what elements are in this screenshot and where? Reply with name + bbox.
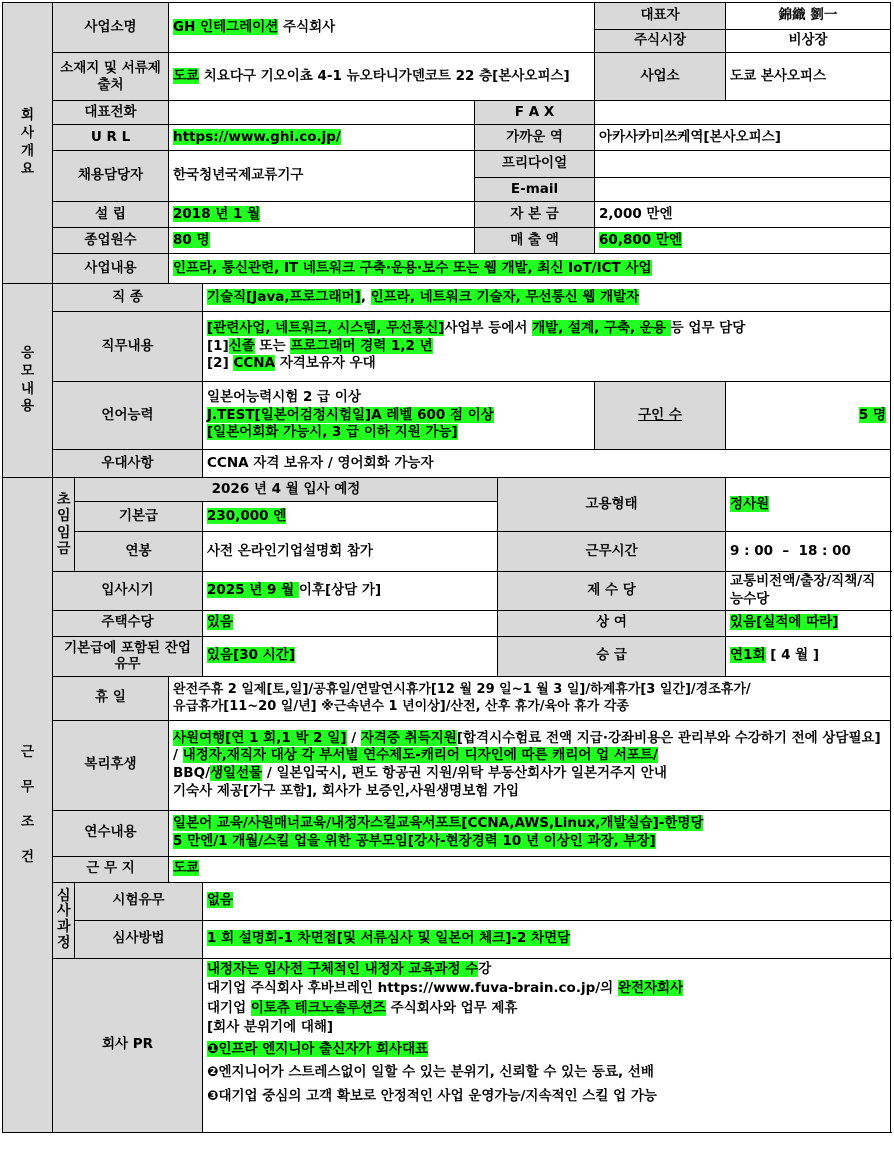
market-label: 주식시장 <box>595 30 726 53</box>
housing-label: 주택수당 <box>53 610 203 636</box>
bonus-value: 있음[실적에 따라] <box>726 610 891 636</box>
address-label: 소재지 및 서류제출처 <box>53 53 169 101</box>
language-label: 언어능력 <box>53 382 203 450</box>
station-value: 아카사카미쓰케역[본사오피스] <box>595 125 891 151</box>
preference-value: CCNA 자격 보유자 / 영어회화 가능자 <box>203 450 891 478</box>
market-value: 비상장 <box>726 30 891 53</box>
holiday-label: 휴 일 <box>53 676 169 720</box>
language-value: 일본어능력시험 2 급 이상 J.TEST[일본어검정시험일]A 레벨 600 점 이상 [일본어회화 가능시, 3 급 이하 지원 가능] <box>203 382 595 450</box>
allowance-value: 교통비전액/출장/직책/직능수당 <box>726 572 891 611</box>
office-value: 도쿄 본사오피스 <box>726 53 891 101</box>
freedial-value <box>595 151 891 178</box>
fax-value <box>595 101 891 125</box>
training-label: 연수내용 <box>53 810 169 856</box>
base-pay-value: 230,000 엔 <box>203 502 498 532</box>
employment-label: 고용형태 <box>498 478 726 532</box>
url-label: U R L <box>53 125 169 151</box>
allowance-label: 제 수 당 <box>498 572 726 611</box>
job-label: 직 종 <box>53 284 203 312</box>
training-value: 일본어 교육/사원매너교육/내정자스킬교육서포트[CCNA,AWS,Linux,개발실습]-한명당 5 만엔/1 개월/스킬 업을 위한 공부모임[강사-현장경력 10 년 이상인 과장, 부장] <box>169 810 891 856</box>
pr-value: 내정자는 입사전 구체적인 내정자 교육과정 수강 대기업 주식회사 후바브레인 https://www.fuva-brain.co.jp/의 완전자회사 대기업 이토츄 테크노솔루션즈 주식회사와 업무 제휴 [회사 분위기에 대해] ❶인프라 엔지니아 출신자가 회사대표 ❷엔지니어가 스트레스없이 일할 수 있는 분위기, 신뢰할 수 있는 동료, 선배 ❸대기업 중심의 고객 확보로 안정적인 사업 운영가능/지속적인 스킬 업 가능 <box>203 958 891 1132</box>
contact-label: 채용담당자 <box>53 151 169 202</box>
staff-label: 종업원수 <box>53 228 169 254</box>
test-value: 없음 <box>203 882 891 920</box>
raise-label: 승 급 <box>498 636 726 676</box>
tel-label: 대표전화 <box>53 101 169 125</box>
overtime-label: 기본급에 포함된 잔업 유무 <box>53 636 203 676</box>
housing-value: 있음 <box>203 610 498 636</box>
headcount-label: 구인 수 <box>595 382 726 450</box>
company-name-label: 사업소명 <box>53 3 169 53</box>
headcount-value: 5 명 <box>726 382 891 450</box>
annual-value: 사전 온라인기업설명회 참가 <box>203 532 498 572</box>
start-date: 2026 년 4 월 입사 예정 <box>75 478 498 502</box>
preference-label: 우대사항 <box>53 450 203 478</box>
staff-value: 80 명 <box>169 228 475 254</box>
section-work: 근 무 조 건 <box>3 478 53 1133</box>
job-offer-table <box>2 2 891 1133</box>
section-company: 회 사 개 요 <box>3 3 53 284</box>
duty-label: 직무내용 <box>53 312 203 382</box>
url-value[interactable]: https://www.ghi.co.jp/ <box>169 125 475 151</box>
fax-label: F A X <box>475 101 595 125</box>
tel-value <box>169 101 475 125</box>
employment-value: 정사원 <box>726 478 891 532</box>
section-exam: 심 사 과 정 <box>53 882 75 958</box>
business-label: 사업내용 <box>53 254 169 284</box>
raise-value: 연1회 [ 4 월 ] <box>726 636 891 676</box>
annual-label: 연봉 <box>75 532 203 572</box>
welfare-label: 복리후생 <box>53 720 169 810</box>
rep-value: 錦織 劉一 <box>726 3 891 30</box>
hours-value: 9 : 00 – 18 : 00 <box>726 532 891 572</box>
bonus-label: 상 여 <box>498 610 726 636</box>
contact-value: 한국청년국제교류기구 <box>169 151 475 202</box>
sales-value: 60,800 만엔 <box>595 228 891 254</box>
company-name: GH 인테그레이션 주식회사 <box>169 3 595 53</box>
pr-label: 회사 PR <box>53 958 203 1132</box>
holiday-value: 완전주휴 2 일제[토,일]/공휴일/연말연시휴가[12 월 29 일~1 월 3 일]/하계휴가[3 일간]/경조휴가/ 유급휴가[11~20 일/년] ※근속년수 1 년이상]/산전, 산후 휴가/육아 휴가 각종 <box>169 676 891 720</box>
section-apply: 응 모 내 용 <box>3 284 53 478</box>
base-pay-label: 기본급 <box>75 502 203 532</box>
office-label: 사업소 <box>595 53 726 101</box>
freedial-label: 프리다이얼 <box>475 151 595 178</box>
station-label: 가까운 역 <box>475 125 595 151</box>
starting-pay-label: 초 임 임 금 <box>53 478 75 572</box>
job-value: 기술직[Java,프로그래머], 인프라, 네트워크 기술자, 무선통신 웹 개발자 <box>203 284 891 312</box>
duty-value: [관련사업, 네트워크, 시스템, 무선통신]사업부 등에서 개발, 설계, 구축, 운용 등 업무 담당 [1]신졸 또는 프로그래머 경력 1,2 년 [2] CCNA 자격보유자 우대 <box>203 312 891 382</box>
rep-label: 대표자 <box>595 3 726 30</box>
overtime-value: 있음[30 시간] <box>203 636 498 676</box>
email-label: E-mail <box>475 178 595 202</box>
business-value: 인프라, 통신관련, IT 네트워크 구축·운용·보수 또는 웹 개발, 최신 IoT/ICT 사업 <box>169 254 891 284</box>
welfare-value: 사원여행[연 1 회,1 박 2 일] / 자격증 취득지원[합격시수험료 전액 지급·강좌비용은 관리부와 수강하기 전에 상담필요] / 내정자,재직자 대상 각 부서별 연수제도-캐리어 디자인에 따른 캐리어 업 서포트/ BBQ/생일선물 / 일본입국시, 편도 항공권 지원/위탁 부동산회사가 일본거주지 안내 기숙사 제공[가구 포함], 회사가 보증인,사원생명보험 가입 <box>169 720 891 810</box>
workplace-value: 도쿄 <box>169 856 891 882</box>
join-value: 2025 년 9 월 이후[상담 가] <box>203 572 498 611</box>
hours-label: 근무시간 <box>498 532 726 572</box>
method-label: 심사방법 <box>75 920 203 958</box>
established-value: 2018 년 1 월 <box>169 202 475 228</box>
email-value <box>595 178 891 202</box>
capital-label: 자 본 금 <box>475 202 595 228</box>
sales-label: 매 출 액 <box>475 228 595 254</box>
capital-value: 2,000 만엔 <box>595 202 891 228</box>
method-value: 1 회 설명회-1 차면접[및 서류심사 및 일본어 체크]-2 차면담 <box>203 920 891 958</box>
test-label: 시험유무 <box>75 882 203 920</box>
workplace-label: 근 무 지 <box>53 856 169 882</box>
join-label: 입사시기 <box>53 572 203 611</box>
address-value: 도쿄 치요다구 기오이쵸 4-1 뉴오타니가덴코트 22 층[본사오피스] <box>169 53 595 101</box>
established-label: 설 립 <box>53 202 169 228</box>
